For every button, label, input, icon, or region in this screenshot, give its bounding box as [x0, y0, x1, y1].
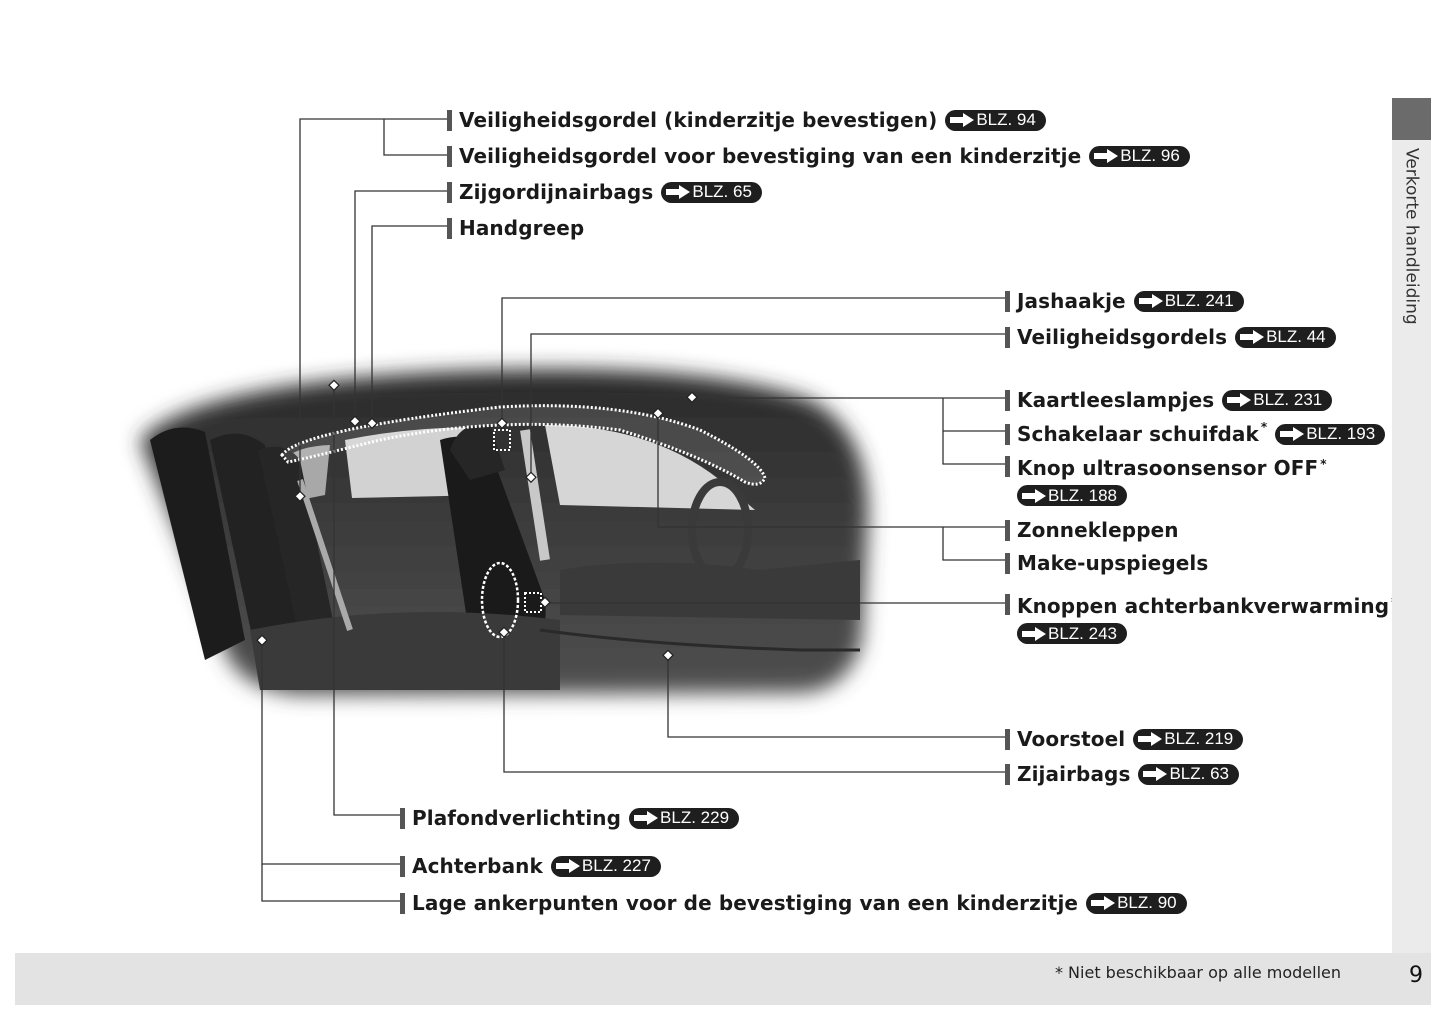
- arrow-right-icon: [665, 185, 691, 199]
- page-reference-link[interactable]: BLZ. 227: [551, 856, 661, 877]
- arrow-right-icon: [1137, 732, 1163, 746]
- callout-grab-handle: [447, 216, 584, 240]
- callout-sun-visors: [1005, 518, 1179, 542]
- callout-bar: [1005, 520, 1010, 541]
- callout-label: Knoppen achterbankverwarming: [1017, 594, 1390, 618]
- callout-label: Zijairbags: [1017, 762, 1131, 786]
- arrow-right-icon: [1239, 330, 1265, 344]
- page-reference-link[interactable]: BLZ. 243: [1017, 623, 1127, 644]
- arrow-right-icon: [1093, 149, 1119, 163]
- callout-rear-seat: [400, 854, 661, 878]
- callout-label: Make-upspiegels: [1017, 551, 1209, 575]
- callout-bar: [1005, 424, 1010, 445]
- section-tab-marker: [1392, 98, 1431, 140]
- callout-side-curtain-airbags: [447, 180, 762, 204]
- callout-bar: [1005, 594, 1010, 615]
- arrow-right-icon: [1021, 489, 1047, 503]
- callout-ultrasonic-sensor-off: [1005, 456, 1327, 506]
- callout-label: Jashaakje: [1017, 289, 1126, 313]
- callout-bar: [447, 218, 452, 239]
- page-reference-link[interactable]: BLZ. 219: [1133, 729, 1243, 750]
- page-number: 9: [1409, 963, 1423, 988]
- arrow-right-icon: [1226, 393, 1252, 407]
- callout-bar: [447, 146, 452, 167]
- callout-bar: [447, 182, 452, 203]
- callout-bar: [1005, 327, 1010, 348]
- callout-side-airbags: [1005, 762, 1239, 786]
- page-reference-link[interactable]: BLZ. 231: [1222, 390, 1332, 411]
- page-reference-link[interactable]: BLZ. 94: [945, 110, 1046, 131]
- arrow-right-icon: [1138, 294, 1164, 308]
- callout-map-lights: [1005, 388, 1332, 412]
- arrow-right-icon: [1142, 767, 1168, 781]
- page-reference-link[interactable]: BLZ. 241: [1134, 291, 1244, 312]
- callout-seatbelt-childseat-fixing: [447, 144, 1190, 168]
- callout-bar: [400, 856, 405, 877]
- arrow-right-icon: [1021, 627, 1047, 641]
- callout-sunroof-switch: [1005, 422, 1385, 446]
- callout-front-seat: [1005, 727, 1243, 751]
- callout-ceiling-light: [400, 806, 739, 830]
- arrow-right-icon: [633, 811, 659, 825]
- page-reference-link[interactable]: BLZ. 65: [661, 182, 762, 203]
- callout-label: Schakelaar schuifdak: [1017, 422, 1259, 446]
- page-reference-link[interactable]: BLZ. 44: [1235, 327, 1336, 348]
- callout-coat-hook: [1005, 289, 1244, 313]
- callout-bar: [1005, 764, 1010, 785]
- availability-marker: *: [1260, 420, 1268, 434]
- section-tab-label-wrap: [1392, 140, 1431, 360]
- page-reference-link[interactable]: BLZ. 96: [1089, 146, 1190, 167]
- callout-label: Veiligheidsgordels: [1017, 325, 1228, 349]
- callout-label: Veiligheidsgordel (kinderzitje bevestigen): [459, 108, 938, 132]
- callout-bar: [447, 110, 452, 131]
- arrow-right-icon: [1279, 427, 1305, 441]
- callout-label: Achterbank: [412, 854, 543, 878]
- callout-label: Lage ankerpunten voor de bevestiging van een kinderzitje: [412, 891, 1079, 915]
- callout-label: Knop ultrasoonsensor OFF: [1017, 456, 1319, 480]
- callout-bar: [1005, 456, 1010, 477]
- callout-label: Voorstoel: [1017, 727, 1126, 751]
- page-reference-link[interactable]: BLZ. 63: [1138, 764, 1239, 785]
- page-reference-link[interactable]: BLZ. 193: [1275, 424, 1385, 445]
- section-tab-label: Verkorte handleiding: [1401, 148, 1422, 325]
- callout-rear-seat-heater-buttons: [1005, 594, 1397, 644]
- callout-label: Zonnekleppen: [1017, 518, 1179, 542]
- callout-lower-anchors: [400, 891, 1187, 915]
- page-reference-link[interactable]: BLZ. 229: [629, 808, 739, 829]
- callout-bar: [400, 893, 405, 914]
- callout-bar: [1005, 390, 1010, 411]
- callout-seatbelt-childseat: [447, 108, 1046, 132]
- callout-label: Kaartleeslampjes: [1017, 388, 1215, 412]
- callout-label: Plafondverlichting: [412, 806, 622, 830]
- page-footer: [15, 953, 1431, 1005]
- arrow-right-icon: [949, 113, 975, 127]
- callout-bar: [1005, 553, 1010, 574]
- callout-bar: [1005, 291, 1010, 312]
- arrow-right-icon: [1090, 896, 1116, 910]
- callout-bar: [1005, 729, 1010, 750]
- callout-label: Veiligheidsgordel voor bevestiging van een kinderzitje: [459, 144, 1082, 168]
- page-reference-link[interactable]: BLZ. 90: [1086, 893, 1187, 914]
- callout-vanity-mirrors: [1005, 551, 1208, 575]
- availability-marker: *: [1320, 457, 1327, 471]
- callout-bar: [400, 808, 405, 829]
- callout-label: Handgreep: [459, 216, 585, 240]
- arrow-right-icon: [555, 859, 581, 873]
- callout-label: Zijgordijnairbags: [459, 180, 654, 204]
- page-reference-link[interactable]: BLZ. 188: [1017, 485, 1127, 506]
- footnote: * Niet beschikbaar op alle modellen: [1054, 963, 1341, 982]
- callout-seatbelts: [1005, 325, 1336, 349]
